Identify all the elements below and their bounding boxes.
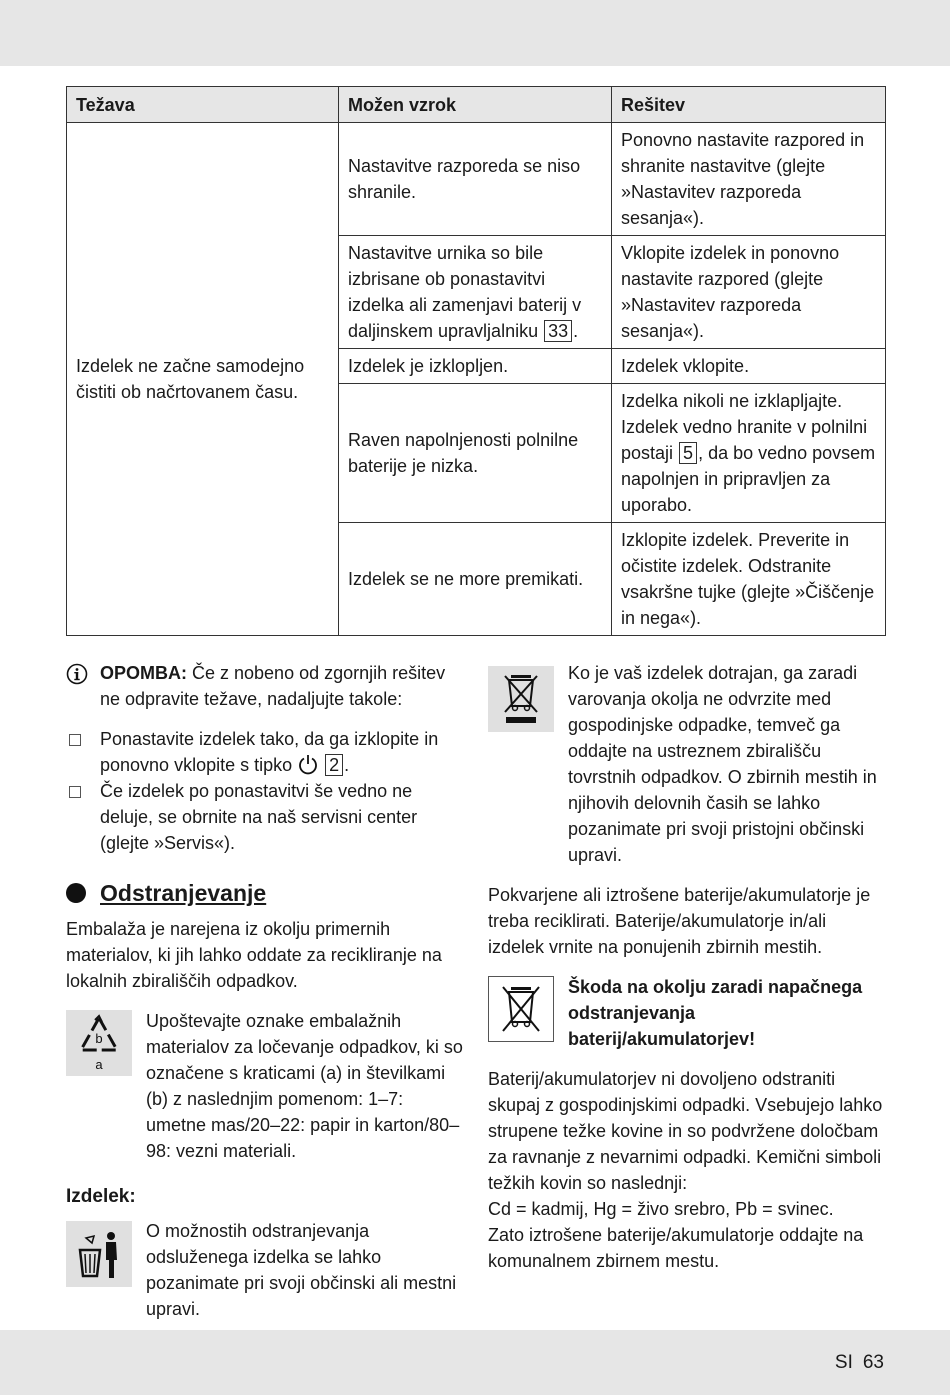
cause-cell: Nastavitve razporeda se niso shranile. (339, 123, 612, 236)
note-list (66, 726, 464, 856)
recycle-block (66, 1008, 464, 1164)
battery-warning-block (488, 974, 884, 1052)
note-label: OPOMBA: (100, 663, 187, 683)
battery-text: Baterij/akumulatorjev ni dovoljeno odstraniti skupaj z gospodinjskimi odpadki. Vsebujejo lahko strupene težke kovine in so podvržene določbam za ravnanje z nevarnimi odpadki. Kemični simboli težkih kovin so naslednji: (488, 1069, 883, 1193)
solution-cell: Izdelek vklopite. (612, 349, 886, 384)
cause-cell: Izdelek se ne more premikati. (339, 523, 612, 636)
table-header-row (67, 87, 886, 123)
trash-person-icon (66, 1221, 132, 1287)
weee-block (488, 660, 884, 868)
solution-cell: Izdelka nikoli ne izklapljajte. Izdelek vedno hranite v polnilni postaji 5 , da bo vedno povsem napolnjen in pripravljen za uporabo. (612, 384, 886, 523)
cause-cell: Raven napolnjenosti polnilne baterije je nizka. (339, 384, 612, 523)
crossed-bin-icon (488, 666, 554, 732)
header-solution: Rešitev (612, 87, 886, 123)
checkbox-bullet-icon (69, 786, 81, 798)
product-heading: Izdelek: (66, 1186, 136, 1207)
ref-number: 2 (325, 754, 343, 776)
power-icon (297, 753, 319, 775)
header-problem: Težava (67, 87, 339, 123)
table-row (67, 123, 886, 236)
cause-cell: Nastavitve urnika so bile izbrisane ob ponastavitvi izdelka ali zamenjavi baterij v daljinskem upravljalniku 33 . (339, 236, 612, 349)
problem-cell: Izdelek ne začne samodejno čistiti ob načrtovanem času. (67, 123, 339, 636)
product-block (66, 1218, 464, 1322)
battery-symbols: Cd = kadmij, Hg = živo srebro, Pb = svinec. (488, 1199, 834, 1219)
recycle-text: Upoštevajte oznake embalažnih materialov za ločevanje odpadkov, ki so označene s kraticami (a) in številkami (b) z naslednjim pomenom: 1–7: umetne mas/20–22: papir in karton/80–98: vezni materiali. (146, 1011, 463, 1161)
page-number: 63 (862, 1352, 884, 1373)
ref-number: 33 (544, 320, 572, 342)
note-text: Če z nobeno od zgornjih rešitev ne odpravite težave, nadaljujte takole: (100, 663, 446, 709)
list-item: Če izdelek po ponastavitvi še vedno ne deluje, se obrnite na naš servisni center (glejte »Servis«). (66, 778, 464, 856)
svg-text:b: b (95, 1031, 103, 1046)
solution-cell: Vklopite izdelek in ponovno nastavite razpored (glejte »Nastavitev razporeda sesanja«). (612, 236, 886, 349)
solution-cell: Izklopite izdelek. Preverite in očistite izdelek. Odstranite vsakršne tujke (glejte »Čiščenje in nega«). (612, 523, 886, 636)
footer-band (0, 1330, 950, 1395)
disposal-intro: Embalaža je narejena iz okolju primernih materialov, ki jih lahko oddate za recikliranje na lokalnih zbirališčih odpadkov. (66, 919, 442, 991)
svg-text:a: a (95, 1057, 103, 1072)
ref-number: 5 (679, 442, 697, 464)
section-heading: Odstranjevanje (66, 878, 464, 908)
recycle-icon (66, 1010, 132, 1076)
product-text: O možnostih odstranjevanja odsluženega izdelka se lahko pozanimate pri svoji občinski ali mestni upravi. (146, 1221, 457, 1319)
list-item: Ponastavite izdelek tako, da ga izklopite in ponovno vklopite s tipko 2 . (66, 726, 464, 778)
page-footer (825, 1350, 884, 1376)
right-column (488, 660, 884, 1274)
bullet-dot-icon (66, 883, 86, 903)
solution-cell: Ponovno nastavite razpored in shranite nastavitve (glejte »Nastavitev razporeda sesanja«). (612, 123, 886, 236)
header-band (0, 0, 950, 66)
battery-return: Zato iztrošene baterije/akumulatorje oddajte na komunalnem zbirnem mestu. (488, 1225, 864, 1271)
left-column (66, 660, 464, 1322)
battery-recycle-text: Pokvarjene ali iztrošene baterije/akumulatorje je treba reciklirati. Baterije/akumulatorje in/ali izdelek vrnite na ponujenih zbirnih mestih. (488, 885, 871, 957)
note-block (66, 660, 464, 712)
troubleshooting-table (66, 86, 886, 636)
checkbox-bullet-icon (69, 734, 81, 746)
footer-lang: SI (834, 1352, 853, 1373)
header-cause: Možen vzrok (339, 87, 612, 123)
info-icon (66, 663, 88, 685)
weee-text: Ko je vaš izdelek dotrajan, ga zaradi varovanja okolja ne odvrzite med gospodinjske odpadke, temveč ga oddajte na ustreznem zbirališču tovrstnih odpadkov. O zbirnih mestih in njihovih delovnih časih se lahko pozanimate pri svoji pristojni občinski upravi. (568, 663, 877, 865)
cause-cell: Izdelek je izklopljen. (339, 349, 612, 384)
warning-title: Škoda na okolju zaradi napačnega odstranjevanja baterij/akumulatorjev! (568, 977, 863, 1049)
crossed-bin-icon (488, 976, 554, 1042)
